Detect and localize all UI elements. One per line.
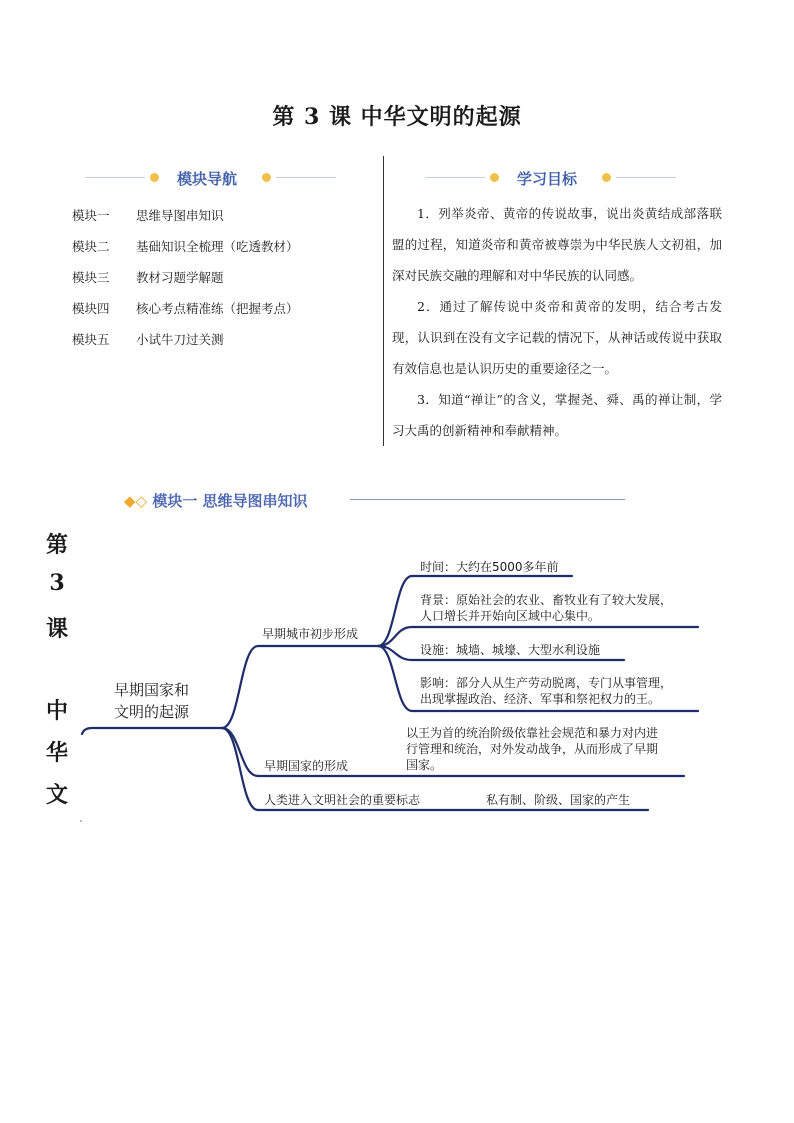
leaf-bg-label-1: 背景：原始社会的农业、畜牧业有了较大发展， bbox=[420, 593, 673, 607]
module-number: 模块三 bbox=[72, 270, 110, 285]
module-label: 核心考点精准练（把握考点） bbox=[136, 301, 299, 316]
goal-paragraph-3: 3．知道“禅让”的含义，掌握尧、舜、禹的禅让制，学习大禹的创新精神和奉献精神。 bbox=[392, 392, 722, 438]
leaf-time-label: 时间：大约在5000多年前 bbox=[420, 560, 559, 574]
edge-root-city bbox=[222, 646, 258, 728]
side-title-char-2: 3 bbox=[49, 570, 65, 596]
leaf-state-label-3: 国家。 bbox=[406, 758, 443, 772]
mindmap-labels bbox=[114, 559, 672, 807]
page-speck bbox=[80, 820, 82, 822]
leaf-eff-label-2: 出现掌握政治、经济、军事和祭祀权力的王。 bbox=[420, 692, 661, 706]
root-underline bbox=[82, 728, 222, 734]
leaf-fac-label: 设施：城墙、城壕、大型水利设施 bbox=[420, 643, 601, 657]
goal-paragraph-2: 2．通过了解传说中炎帝和黄帝的发明，结合考古发现，认识到在没有文字记载的情况下，从神话或传说中获取有效信息也是认识历史的重要途径之一。 bbox=[392, 299, 722, 376]
branch-state-label: 早期国家的形成 bbox=[264, 759, 349, 773]
side-title-char-3: 课 bbox=[45, 616, 68, 642]
leaf-mark-label: 私有制、阶级、国家的产生 bbox=[486, 793, 631, 807]
leaf-state-label-1: 以王为首的统治阶级依靠社会规范和暴力对内进 bbox=[406, 726, 659, 740]
leaf-eff-label-1: 影响：部分人从生产劳动脱离，专门从事管理， bbox=[420, 676, 673, 690]
diamond-icon: ◆◇ bbox=[124, 492, 148, 510]
goal-paragraph-1: 1．列举炎帝、黄帝的传说故事，说出炎黄结成部落联盟的过程，知道炎帝和黄帝被尊崇为中华民族人文初祖，加深对民族交融的理解和对中华民族的认同感。 bbox=[392, 206, 722, 283]
module-label: 基础知识全梳理（吃透教材） bbox=[136, 239, 299, 254]
module-label: 思维导图串知识 bbox=[136, 208, 224, 223]
edge-root-mark bbox=[222, 728, 258, 810]
side-title-char-5: 华 bbox=[45, 740, 68, 766]
nav-heading: 模块导航 bbox=[177, 170, 238, 188]
side-title-char-1: 第 bbox=[45, 532, 68, 558]
module-number: 模块二 bbox=[72, 239, 110, 254]
module-number: 模块四 bbox=[72, 301, 110, 316]
leaf-state-label-2: 行管理和统治，对外发动战争，从而形成了早期 bbox=[406, 742, 659, 756]
module-label: 小试牛刀过关测 bbox=[136, 332, 224, 347]
module-label: 教材习题学解题 bbox=[136, 270, 224, 285]
goals-heading: 学习目标 bbox=[517, 170, 578, 188]
mindmap-heading-text: 模块一 思维导图串知识 bbox=[152, 492, 308, 510]
module-number: 模块一 bbox=[72, 208, 110, 223]
edge-city-eff bbox=[378, 646, 412, 711]
side-title-char-6: 文 bbox=[45, 782, 68, 808]
leaf-bg-label-2: 人口增长并开始向区域中心集中。 bbox=[420, 609, 601, 623]
module-number: 模块五 bbox=[72, 332, 110, 347]
branch-city-label: 早期城市初步形成 bbox=[262, 627, 359, 641]
lesson-title: 第 3 课 中华文明的起源 bbox=[272, 104, 522, 130]
root-label-line-2: 文明的起源 bbox=[114, 703, 190, 721]
root-label-line-1: 早期国家和 bbox=[114, 681, 190, 699]
side-title-char-4: 中 bbox=[45, 698, 68, 724]
branch-mark-label: 人类进入文明社会的重要标志 bbox=[264, 793, 421, 807]
